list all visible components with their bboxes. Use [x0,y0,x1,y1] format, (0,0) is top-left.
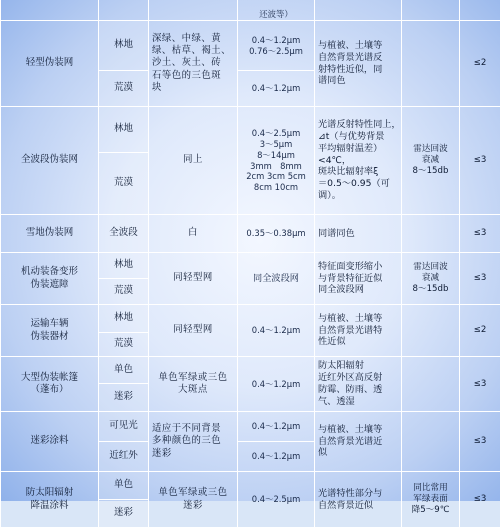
table-row-fullband-net [1,107,501,153]
value-cell: ≤3 [460,107,501,215]
table-row-solar-coating [1,472,501,500]
color-cell: 同轻型网 [149,253,238,305]
cooling-cell: 同比常用 军绿表面 降5～9℃ [402,472,460,528]
table-row-light-net [1,21,501,71]
wave-cell: 0.4～1.2μm [238,442,315,472]
color-cell: 适应于不同背景 多种颜色的三色 迷彩 [149,412,238,472]
value-cell: ≤2 [460,305,501,357]
wave-cell: 0.4～1.2μm [238,412,315,442]
table-row-mobile-equipment [1,253,501,279]
subtype-label: 单色 [99,472,149,500]
color-cell: 单色军绿或三色 迷彩 [149,472,238,528]
subtype-label: 迷彩 [99,500,149,528]
value-cell: ≤3 [460,472,501,528]
table-row-large-tent [1,357,501,384]
value-cell: ≤2 [460,21,501,107]
radar-cell: 雷达回波 衰减 8～15db [402,107,460,215]
item-name: 雪地伪装网 [1,215,99,253]
item-name: 迷彩涂料 [1,412,99,472]
wave-cell: 0.4～2.5μm [238,472,315,528]
radar-cell: 雷达回波 衰减 8～15db [402,253,460,305]
subtype-label: 近红外 [99,442,149,472]
subtype-label: 单色 [99,357,149,384]
item-name: 轻型伪装网 [1,21,99,107]
value-cell: ≤3 [460,253,501,305]
table-row-top-partial [1,0,501,21]
wave-cell: 还波等） [259,9,293,20]
spectral-cell: 防太阳辐射 近红外区高反射 防霉、防雨、透 气、透湿 [315,357,402,412]
spectral-cell: 特征面变形缩小 与背景特征近似 同全波段网 [315,253,402,305]
item-name: 大型伪装帐篷 （蓬布） [1,357,99,412]
subtype-label: 荒漠 [99,279,149,305]
wave-cell: 0.35～0.38μm [238,215,315,253]
item-name: 运输车辆 伪装器材 [1,305,99,357]
subtype-label: 可见光 [99,412,149,442]
spectral-cell: 与植被、土壤等 自然背景光谱反 射特性近似，同 谱同色 [315,21,402,107]
wave-cell: 同全波段网 [238,253,315,305]
subtype-label: 荒漠 [99,153,149,215]
subtype-label: 全波段 [99,215,149,253]
wave-cell: 0.4～2.5μm 3～5μm 8～14μm 3mm 8mm 2cm 3cm 5cm 8cm 10cm [238,107,315,215]
table-row-transport-vehicles [1,305,501,333]
wave-cell: 0.4～1.2μm [238,305,315,357]
value-cell: ≤3 [460,412,501,472]
item-name: 全波段伪装网 [1,107,99,215]
item-name: 防太阳辐射 降温涂料 [1,472,99,528]
color-cell: 同上 [149,107,238,215]
table-row-snow-net [1,215,501,253]
subtype-label: 迷彩 [99,384,149,412]
item-name: 机动装备变形 伪装遮障 [1,253,99,305]
color-cell: 深绿、中绿、黄 绿、枯草、褐土、 沙土、灰土、砖 石等色的三色斑 块 [149,21,238,107]
subtype-label: 林地 [99,253,149,279]
spectral-cell: 光谱反射特性同上， ⊿t（与优势背景 平均辐射温差） <4℃， 斑块比辐射率ξ ＝0.5～0.95（可 调）。 [315,107,402,215]
value-cell: ≤3 [460,357,501,412]
subtype-label: 林地 [99,21,149,71]
spectral-cell: 同谱同色 [315,215,402,253]
subtype-label: 荒漠 [99,71,149,107]
subtype-label: 林地 [99,305,149,333]
spectral-cell: 与植被、土壤等 自然背景光谱特 性近似 [315,305,402,357]
table-row-camo-paint [1,412,501,442]
subtype-label: 荒漠 [99,333,149,357]
subtype-label: 林地 [99,107,149,153]
color-cell: 同轻型网 [149,305,238,357]
spectral-cell: 光谱特性部分与 自然背景近似 [315,472,402,528]
value-cell: ≤3 [460,215,501,253]
wave-cell: 0.4～1.2μm [238,357,315,412]
wave-cell: 0.4～1.2μm [238,71,315,107]
wave-cell: 0.4～1.2μm 0.76～2.5μm [238,21,315,71]
color-cell: 白 [149,215,238,253]
spectral-cell: 与植被、土壤等 自然背景光谱近 似 [315,412,402,472]
color-cell: 单色军绿或三色 大斑点 [149,357,238,412]
